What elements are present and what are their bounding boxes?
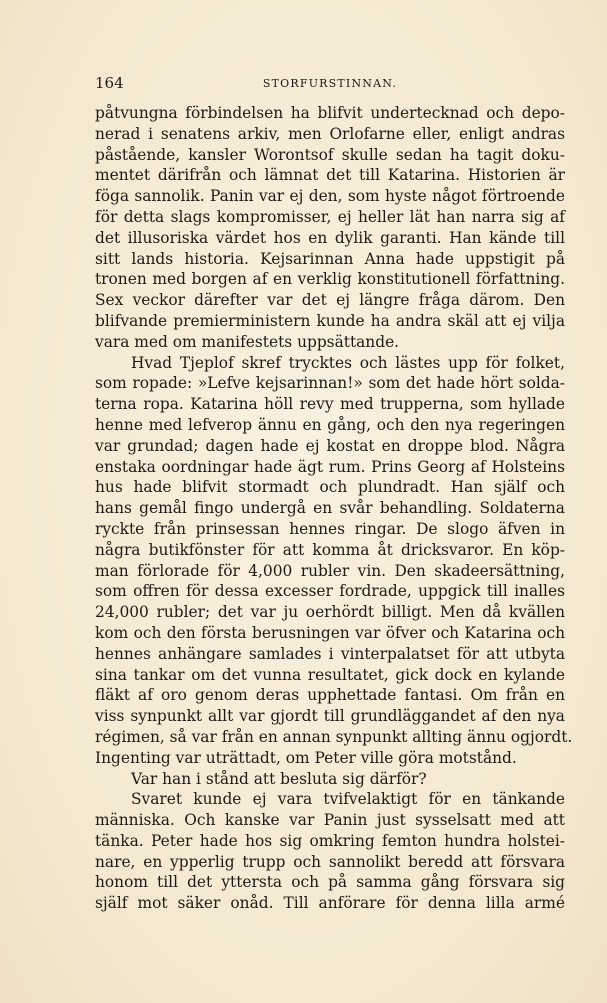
text-line: det illusoriska värdet hos en dylik garanti. Han kände till	[95, 228, 565, 247]
text-line: mentet därifrån och lämnat det till Katarina. Historien är	[95, 166, 565, 185]
text-line: tronen med borgen af en verklig konstitutionell författning.	[95, 270, 565, 289]
text-line: honom till det yttersta och på samma gång försvara sig	[95, 873, 565, 892]
text-line: hennes anhängare samlades i vinterpalatset för att utbyta	[95, 644, 565, 663]
body-text	[95, 103, 573, 914]
text-line: régimen, så var från en annan synpunkt allting ännu ogjordt.	[95, 727, 573, 746]
text-line: Hvad Tjeplof skref trycktes och lästes upp för folket,	[131, 353, 565, 372]
text-line: vara med om manifestets uppsättande.	[95, 332, 400, 351]
text-line: man förlorade för 4,000 rubler vin. Den skadeersättning,	[95, 561, 565, 580]
page-number: 164	[95, 74, 124, 92]
text-line: Svaret kunde ej vara tvifvelaktigt för en tänkande	[131, 790, 565, 809]
text-line: sitt lands historia. Kejsarinnan Anna hade uppstigit på	[95, 249, 565, 268]
text-line: var grundad; dagen hade ej kostat en droppe blod. Några	[95, 436, 565, 455]
text-line: människa. Och kanske var Panin just sysselsatt med att	[95, 811, 565, 830]
text-line: ryckte från prinsessan hennes ringar. De slogo äfven in	[95, 519, 565, 538]
text-line: för detta slags kompromisser, ej heller lät han narra sig af	[95, 207, 565, 226]
text-line: påstående, kansler Worontsof skulle sedan ha tagit doku-	[95, 145, 565, 164]
text-line: som ropade: »Lefve kejsarinnan!» som det hade hört solda-	[95, 374, 565, 393]
text-line: terna ropa. Katarina höll revy med trupperna, som hyllade	[95, 395, 565, 414]
text-line: som offren för dessa excesser fordrade, uppgick till inalles	[95, 582, 565, 601]
text-line: fläkt af oro genom deras upphettade fantasi. Om från en	[95, 686, 565, 705]
text-line: sina tankar om det vunna resultatet, gick dock en kylande	[95, 665, 565, 684]
text-line: enstaka oordningar hade ägt rum. Prins Georg af Holsteins	[95, 457, 565, 476]
text-line: några butikfönster för att komma åt dricksvaror. En köp-	[95, 540, 565, 559]
text-line: Ingenting var uträttadt, om Peter ville göra motstånd.	[95, 748, 517, 767]
text-line: henne med lefverop ännu en gång, och den nya regeringen	[95, 415, 565, 434]
text-line: blifvande premierministern kunde ha andra skäl att ej vilja	[95, 311, 565, 330]
running-head: STORFURSTINNAN.	[262, 77, 398, 90]
text-line: själf mot säker onåd. Till anförare för denna lilla armé	[95, 894, 565, 913]
text-line: hans gemål fingo undergå en svår behandling. Soldaterna	[95, 499, 565, 518]
text-line: viss synpunkt allt var gjordt till grundläggandet af den nya	[95, 707, 565, 726]
text-line: nare, en ypperlig trupp och sannolikt beredd att försvara	[95, 852, 565, 871]
text-line: hus hade blifvit stormadt och plundradt. Han själf och	[95, 478, 565, 497]
text-line: föga sannolik. Panin var ej den, som hyste något förtroende	[95, 187, 565, 206]
text-line: nerad i senatens arkiv, men Orlofarne eller, enligt andras	[95, 124, 565, 143]
text-line: kom och den första berusningen var öfver och Katarina och	[95, 623, 565, 642]
text-line: Sex veckor därefter var det ej längre fråga därom. Den	[95, 291, 565, 310]
text-line: Var han i stånd att besluta sig därför?	[131, 769, 427, 788]
page-header	[95, 73, 565, 93]
text-line: 24,000 rubler; det var ju oerhördt billigt. Men då kvällen	[95, 603, 565, 622]
text-line: påtvungna förbindelsen ha blifvit undertecknad och depo-	[95, 104, 565, 122]
text-line: tänka. Peter hade hos sig omkring femton hundra holstei-	[95, 831, 565, 850]
